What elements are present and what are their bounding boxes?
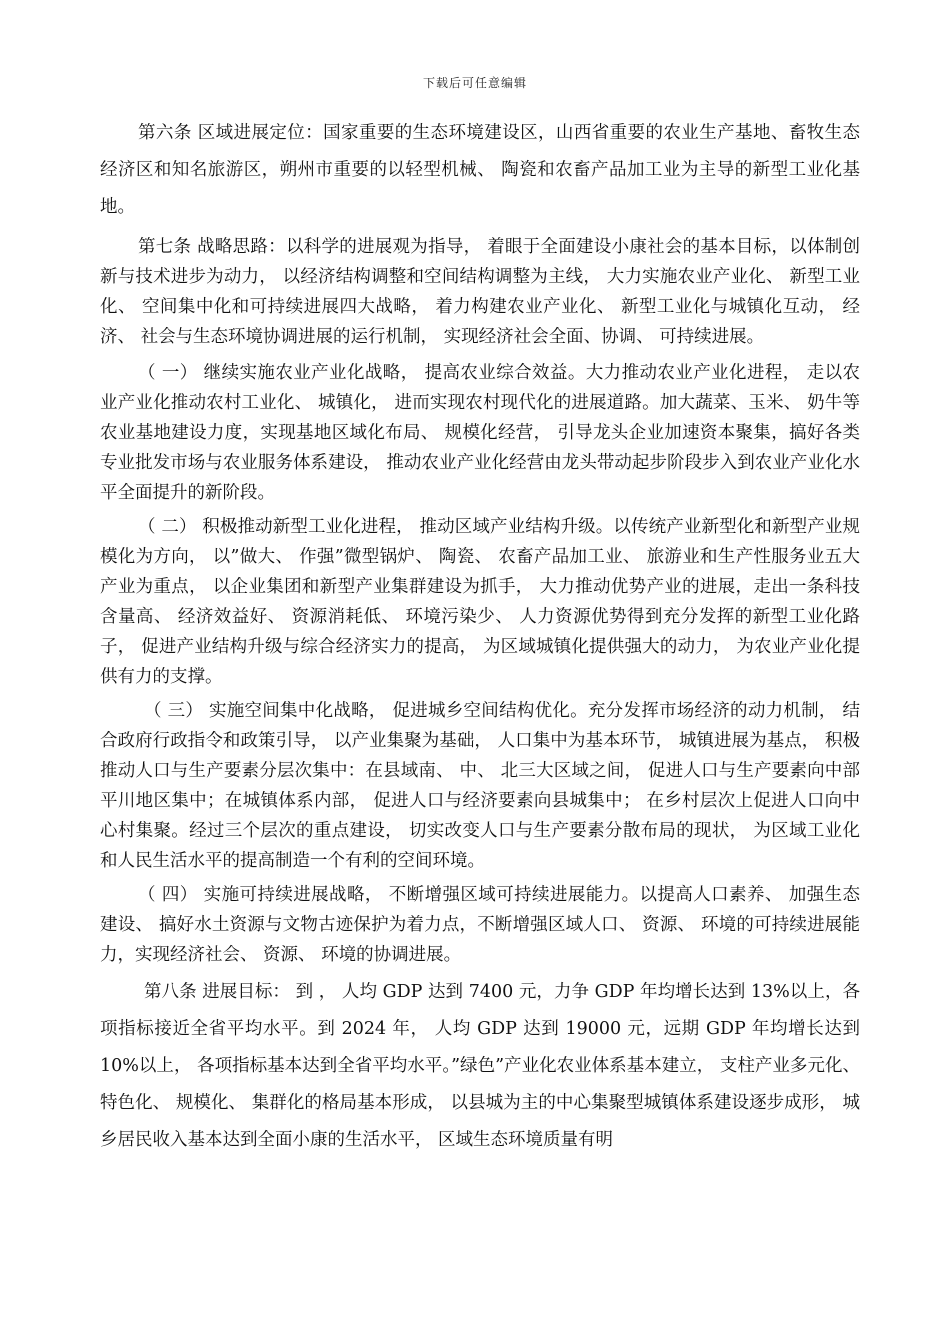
page-header-note: 下载后可任意编辑 [422,76,527,90]
article-6-paragraph: 第六条 区域进展定位：国家重要的生态环境建设区，山西省重要的农业生产基地、畜牧生态经济区和知名旅游区，朔州市重要的以轻型机械、 陶瓷和农畜产品加工业为主导的新型工业化基地。 [100,123,860,217]
article-7-paragraph: 第七条 战略思路：以科学的进展观为指导， 着眼于全面建设小康社会的基本目标，以体制创新与技术进步为动力， 以经济结构调整和空间结构调整为主线， 大力实施农业产业化、 新型工业化、 空间集中化和可持续进展四大战略， 着力构建农业产业化、 新型工业化与城镇化互动， 经济、 社会与生态环境协调进展的运行机制， 实现经济社会全面、协调、 可持续进展。 [100,237,860,347]
section-1-paragraph: （ 一） 继续实施农业产业化战略， 提高农业综合效益。大力推动农业产业化进程， 走以农业产业化推动农村工业化、 城镇化， 进而实现农村现代化的进展道路。加大蔬菜、玉米、 奶牛等农业基地建设力度，实现基地区域化布局、 规模化经营， 引导龙头企业加速资本聚集，搞好各类专业批发市场与农业服务体系建设， 推动农业产业化经营由龙头带动起步阶段步入到农业产业化水平全面提升的新阶段。 [100,363,860,503]
section-3-paragraph: （ 三） 实施空间集中化战略， 促进城乡空间结构优化。充分发挥市场经济的动力机制， 结合政府行政指令和政策引导， 以产业集聚为基础， 人口集中为基本环节， 城镇进展为基点， 积极推动人口与生产要素分层次集中：在县域南、 中、 北三大区域之间， 促进人口与生产要素向中部平川地区集中；在城镇体系内部， 促进人口与经济要素向县城集中； 在乡村层次上促进人口向中心村集聚。经过三个层次的重点建设， 切实改变人口与生产要素分散布局的现状， 为区域工业化和人民生活水平的提高制造一个有利的空间环境。 [100,701,860,871]
section-4-paragraph: （ 四） 实施可持续进展战略， 不断增强区域可持续进展能力。以提高人口素养、 加强生态建设、 搞好水土资源与文物古迹保护为着力点，不断增强区域人口、 资源、 环境的可持续进展能力，实现经济社会、 资源、 环境的协调进展。 [100,885,860,965]
document-body [100,115,860,1159]
article-8-paragraph: 第八条 进展目标： 到 ， 人均 GDP 达到 7400 元，力争 GDP 年均增长达到 13%以上，各项指标接近全省平均水平。到 2024 年， 人均 GDP 达到 19000 元，远期 GDP 年均增长达到 10%以上， 各项指标基本达到全省平均水平。”绿色”产业化农业体系基本建立， 支柱产业多元化、 特色化、 规模化、 集群化的格局基本形成， 以县城为主的中心集聚型城镇体系建设逐步成形， 城乡居民收入基本达到全面小康的生活水平， 区域生态环境质量有明 [100,982,860,1150]
section-2-paragraph: （ 二） 积极推动新型工业化进程， 推动区域产业结构升级。以传统产业新型化和新型产业规模化为方向， 以”做大、 作强”微型锅炉、 陶瓷、 农畜产品加工业、 旅游业和生产性服务业五大产业为重点， 以企业集团和新型产业集群建设为抓手， 大力推动优势产业的进展，走出一条科技含量高、 经济效益好、 资源消耗低、 环境污染少、 人力资源优势得到充分发挥的新型工业化路子， 促进产业结构升级与综合经济实力的提高， 为区域城镇化提供强大的动力， 为农业产业化提供有力的支撑。 [100,517,860,687]
